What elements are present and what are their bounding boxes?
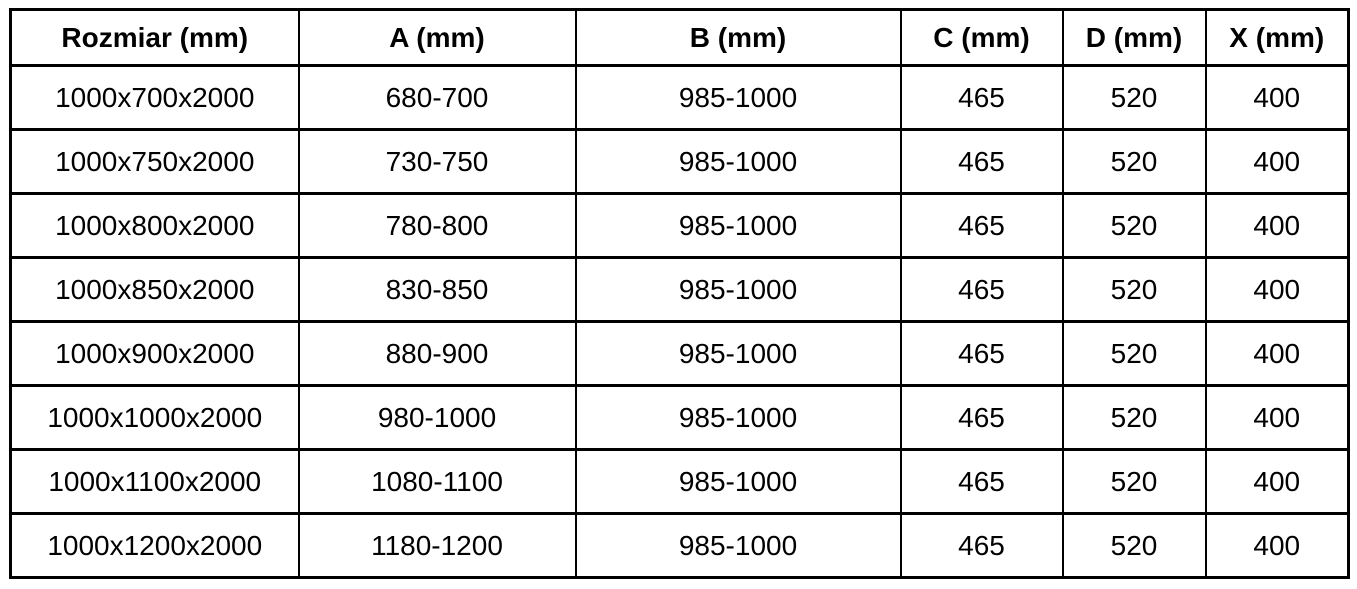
- table-row: [11, 130, 1349, 194]
- cell-d: 520: [1063, 386, 1206, 450]
- cell-d: 520: [1063, 194, 1206, 258]
- cell-c: 465: [901, 450, 1063, 514]
- cell-b: 985-1000: [576, 66, 901, 130]
- header-row: [11, 10, 1349, 66]
- cell-a: 880-900: [299, 322, 576, 386]
- cell-d: 520: [1063, 130, 1206, 194]
- cell-a: 830-850: [299, 258, 576, 322]
- cell-a: 980-1000: [299, 386, 576, 450]
- cell-b: 985-1000: [576, 386, 901, 450]
- table-row: [11, 386, 1349, 450]
- cell-x: 400: [1206, 258, 1349, 322]
- cell-x: 400: [1206, 194, 1349, 258]
- cell-rozmiar: 1000x750x2000: [11, 130, 299, 194]
- column-header-d: D (mm): [1063, 10, 1206, 66]
- cell-c: 465: [901, 130, 1063, 194]
- cell-d: 520: [1063, 450, 1206, 514]
- cell-c: 465: [901, 386, 1063, 450]
- cell-rozmiar: 1000x900x2000: [11, 322, 299, 386]
- cell-x: 400: [1206, 514, 1349, 578]
- cell-a: 780-800: [299, 194, 576, 258]
- table-row: [11, 450, 1349, 514]
- cell-d: 520: [1063, 322, 1206, 386]
- cell-b: 985-1000: [576, 322, 901, 386]
- cell-rozmiar: 1000x850x2000: [11, 258, 299, 322]
- cell-a: 730-750: [299, 130, 576, 194]
- cell-x: 400: [1206, 322, 1349, 386]
- column-header-x: X (mm): [1206, 10, 1349, 66]
- table-row: [11, 514, 1349, 578]
- cell-a: 1180-1200: [299, 514, 576, 578]
- column-header-c: C (mm): [901, 10, 1063, 66]
- cell-rozmiar: 1000x1100x2000: [11, 450, 299, 514]
- table-row: [11, 66, 1349, 130]
- cell-b: 985-1000: [576, 258, 901, 322]
- dimensions-table: [9, 8, 1350, 579]
- cell-b: 985-1000: [576, 514, 901, 578]
- cell-c: 465: [901, 66, 1063, 130]
- cell-b: 985-1000: [576, 450, 901, 514]
- cell-d: 520: [1063, 66, 1206, 130]
- cell-b: 985-1000: [576, 130, 901, 194]
- table-row: [11, 194, 1349, 258]
- cell-c: 465: [901, 258, 1063, 322]
- cell-rozmiar: 1000x800x2000: [11, 194, 299, 258]
- cell-b: 985-1000: [576, 194, 901, 258]
- cell-a: 680-700: [299, 66, 576, 130]
- cell-rozmiar: 1000x1000x2000: [11, 386, 299, 450]
- column-header-a: A (mm): [299, 10, 576, 66]
- cell-c: 465: [901, 322, 1063, 386]
- cell-a: 1080-1100: [299, 450, 576, 514]
- cell-c: 465: [901, 514, 1063, 578]
- column-header-b: B (mm): [576, 10, 901, 66]
- cell-x: 400: [1206, 450, 1349, 514]
- column-header-rozmiar: Rozmiar (mm): [11, 10, 299, 66]
- cell-d: 520: [1063, 258, 1206, 322]
- table-row: [11, 322, 1349, 386]
- cell-rozmiar: 1000x1200x2000: [11, 514, 299, 578]
- cell-x: 400: [1206, 386, 1349, 450]
- cell-rozmiar: 1000x700x2000: [11, 66, 299, 130]
- cell-x: 400: [1206, 130, 1349, 194]
- cell-c: 465: [901, 194, 1063, 258]
- table-row: [11, 258, 1349, 322]
- cell-d: 520: [1063, 514, 1206, 578]
- cell-x: 400: [1206, 66, 1349, 130]
